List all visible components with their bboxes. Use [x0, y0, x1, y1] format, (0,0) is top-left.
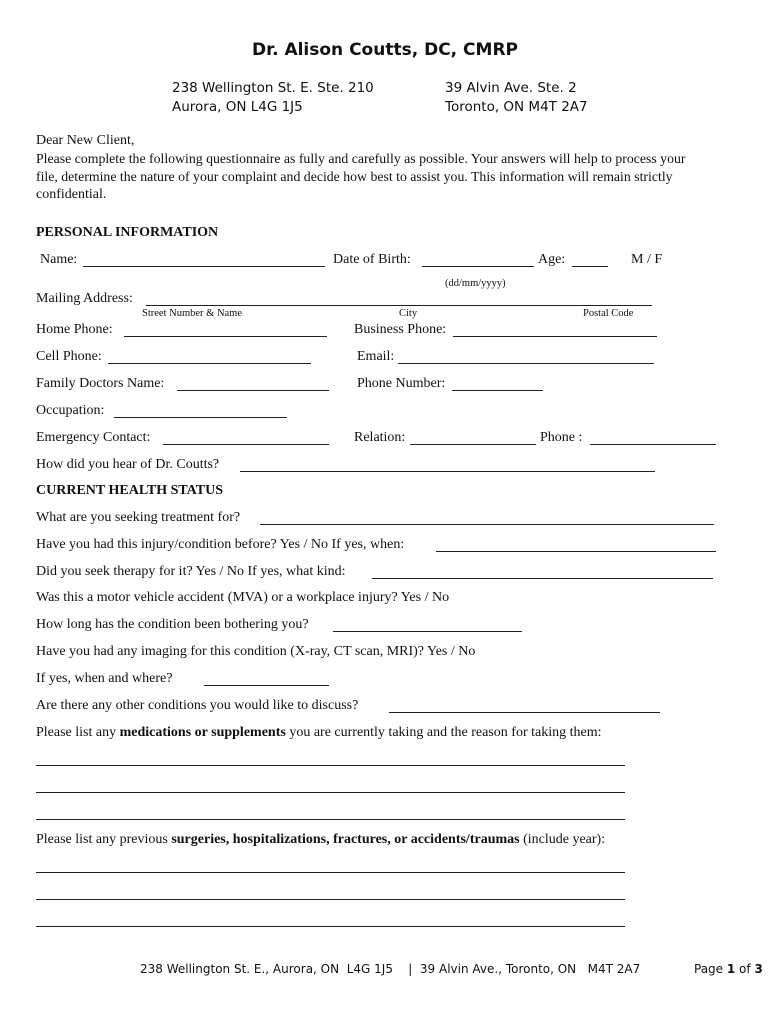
mailing-address-field[interactable] [146, 305, 652, 306]
surgeries-prompt-post: (include year): [519, 832, 606, 847]
duration-field[interactable] [333, 631, 522, 632]
health-status-heading: CURRENT HEALTH STATUS [36, 483, 223, 498]
cell-phone-label: Cell Phone: [36, 349, 102, 364]
mailing-address-label: Mailing Address: [36, 291, 133, 306]
footer-addresses: 238 Wellington St. E., Aurora, ON L4G 1J5 | 39 Alvin Ave., Toronto, ON M4T 2A7 [140, 962, 641, 976]
question-duration: How long has the condition been bothering you? [36, 617, 309, 632]
page-indicator [694, 962, 763, 976]
family-doctor-label: Family Doctors Name: [36, 376, 165, 391]
surgeries-prompt-pre: Please list any previous [36, 832, 172, 847]
doctor-phone-field[interactable] [452, 390, 543, 391]
business-phone-field[interactable] [453, 336, 657, 337]
family-doctor-field[interactable] [177, 390, 329, 391]
question-prior-therapy: Did you seek therapy for it? Yes / No If yes, what kind: [36, 564, 346, 579]
address-toronto-line2: Toronto, ON M4T 2A7 [445, 99, 588, 115]
question-imaging-details: If yes, when and where? [36, 671, 173, 686]
emergency-phone-label: Phone : [540, 430, 583, 445]
prior-therapy-field[interactable] [372, 578, 713, 579]
question-mva: Was this a motor vehicle accident (MVA) or a workplace injury? Yes / No [36, 590, 450, 605]
surgeries-line-2[interactable] [36, 899, 625, 900]
dob-label: Date of Birth: [333, 252, 411, 267]
dob-format-hint: (dd/mm/yyyy) [445, 278, 506, 289]
surgeries-line-1[interactable] [36, 872, 625, 873]
other-conditions-field[interactable] [389, 712, 660, 713]
sex-options[interactable]: M / F [631, 252, 663, 267]
cell-phone-field[interactable] [108, 363, 311, 364]
treatment-field[interactable] [260, 524, 714, 525]
intro-line-3: confidential. [36, 187, 107, 202]
question-treatment: What are you seeking treatment for? [36, 510, 241, 525]
age-field[interactable] [572, 266, 608, 267]
doctor-phone-label: Phone Number: [357, 376, 446, 391]
business-phone-label: Business Phone: [354, 322, 447, 337]
intro-line-2: file, determine the nature of your complaint and decide how best to assist you. This information will remain strictly [36, 169, 673, 184]
referral-label: How did you hear of Dr. Coutts? [36, 457, 220, 472]
page-label: Page [694, 962, 727, 976]
email-label: Email: [357, 349, 395, 364]
surgeries-line-3[interactable] [36, 926, 625, 927]
city-hint: City [399, 308, 418, 319]
emergency-phone-field[interactable] [590, 444, 716, 445]
relation-field[interactable] [410, 444, 536, 445]
occupation-label: Occupation: [36, 403, 105, 418]
surgeries-prompt-bold: surgeries, hospitalizations, fractures, or accidents/traumas [171, 832, 520, 847]
referral-field[interactable] [240, 471, 655, 472]
address-toronto-line1: 39 Alvin Ave. Ste. 2 [445, 80, 577, 96]
medications-line-1[interactable] [36, 765, 625, 766]
medications-prompt-post: you are currently taking and the reason for taking them: [285, 725, 602, 740]
page-total: 3 [754, 962, 763, 976]
name-label: Name: [40, 252, 78, 267]
address-aurora-line1: 238 Wellington St. E. Ste. 210 [172, 80, 374, 96]
emergency-contact-field[interactable] [163, 444, 329, 445]
email-field[interactable] [398, 363, 654, 364]
emergency-contact-label: Emergency Contact: [36, 430, 151, 445]
relation-label: Relation: [354, 430, 406, 445]
greeting: Dear New Client, [36, 133, 135, 148]
imaging-details-field[interactable] [204, 685, 329, 686]
medications-prompt [36, 725, 601, 741]
home-phone-field[interactable] [124, 336, 327, 337]
home-phone-label: Home Phone: [36, 322, 113, 337]
prior-injury-field[interactable] [436, 551, 716, 552]
page-title: Dr. Alison Coutts, DC, CMRP [252, 40, 518, 60]
postal-code-hint: Postal Code [583, 308, 634, 319]
medications-line-3[interactable] [36, 819, 625, 820]
question-imaging: Have you had any imaging for this condition (X-ray, CT scan, MRI)? Yes / No [36, 644, 476, 659]
age-label: Age: [538, 252, 566, 267]
medications-line-2[interactable] [36, 792, 625, 793]
medications-prompt-pre: Please list any [36, 725, 120, 740]
surgeries-prompt [36, 832, 605, 848]
medications-prompt-bold: medications or supplements [119, 725, 286, 740]
intro-line-1: Please complete the following questionnaire as fully and carefully as possible. Your answers will help to process your [36, 151, 686, 166]
personal-info-heading: PERSONAL INFORMATION [36, 225, 219, 240]
question-prior-injury: Have you had this injury/condition before? Yes / No If yes, when: [36, 537, 405, 552]
address-aurora-line2: Aurora, ON L4G 1J5 [172, 99, 303, 115]
question-other-conditions: Are there any other conditions you would like to discuss? [36, 698, 359, 713]
name-field[interactable] [83, 266, 325, 267]
page-of: of [735, 962, 755, 976]
occupation-field[interactable] [114, 417, 287, 418]
street-hint: Street Number & Name [142, 308, 243, 319]
dob-field[interactable] [422, 266, 534, 267]
page-number: 1 [726, 962, 736, 976]
